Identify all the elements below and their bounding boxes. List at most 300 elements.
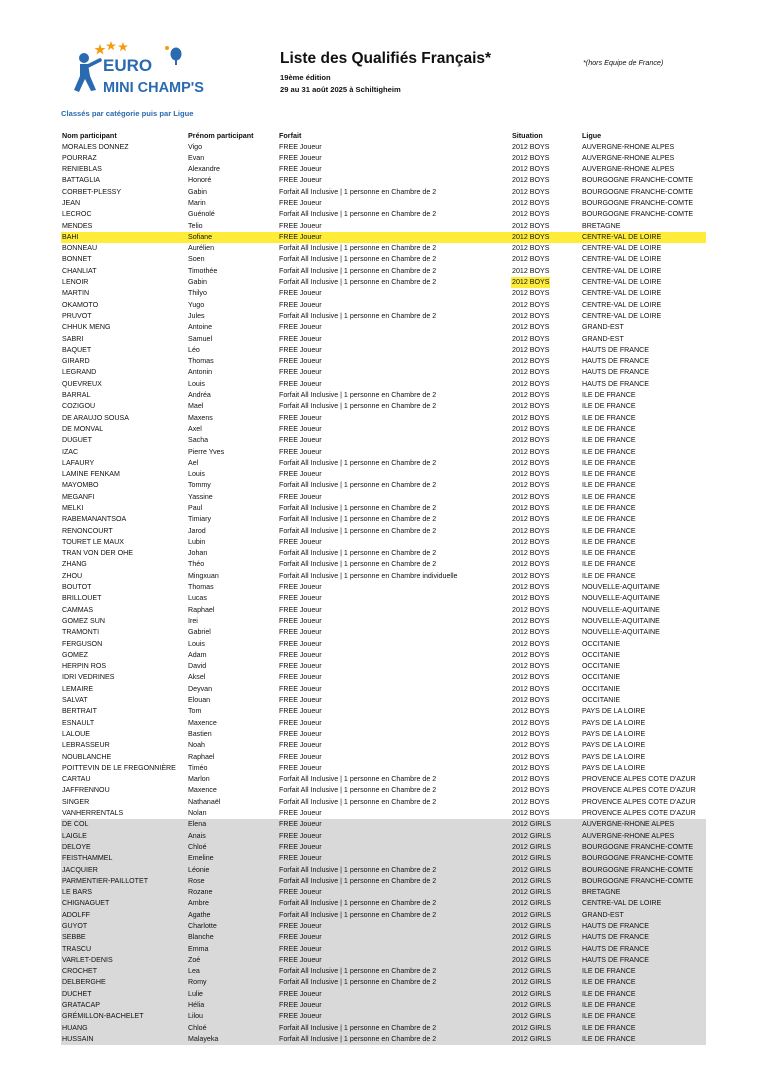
cell-situation: 2012 GIRLS	[512, 955, 552, 964]
table-row	[61, 548, 706, 559]
cell-forfait: FREE Joueur	[279, 628, 322, 637]
cell-forfait: Forfait All Inclusive | 1 personne en Chambre de 2	[279, 1023, 437, 1032]
cell-prenom: Mingxuan	[188, 571, 219, 580]
cell-forfait: FREE Joueur	[279, 345, 322, 354]
cell-situation: 2012 BOYS	[512, 198, 550, 207]
cell-ligue: HAUTS DE FRANCE	[582, 345, 650, 354]
cell-situation: 2012 GIRLS	[512, 831, 552, 840]
cell-nom: FERGUSON	[62, 639, 103, 648]
table-row	[61, 254, 706, 265]
cell-forfait: Forfait All Inclusive | 1 personne en Chambre de 2	[279, 797, 437, 806]
cell-ligue: CENTRE-VAL DE LOIRE	[582, 232, 662, 241]
table-row	[61, 503, 706, 514]
cell-prenom: Jules	[188, 311, 205, 320]
cell-ligue: AUVERGNE-RHONE ALPES	[582, 142, 675, 151]
cell-situation: 2012 BOYS	[512, 481, 550, 490]
cell-prenom: Louis	[188, 470, 205, 479]
cell-forfait: FREE Joueur	[279, 176, 322, 185]
cell-nom: LAIGLE	[62, 831, 87, 840]
cell-forfait: Forfait All Inclusive | 1 personne en Chambre de 2	[279, 244, 437, 253]
cell-nom: GIRARD	[62, 357, 90, 366]
cell-situation: 2012 BOYS	[512, 684, 550, 693]
cell-ligue: PAYS DE LA LOIRE	[582, 752, 646, 761]
cell-nom: BAHI	[62, 232, 79, 241]
cell-situation: 2012 GIRLS	[512, 876, 552, 885]
cell-nom: MARTIN	[62, 289, 90, 298]
cell-nom: ZHOU	[62, 571, 83, 580]
cell-nom: JACQUIER	[62, 865, 98, 874]
cell-ligue: ILE DE FRANCE	[582, 571, 636, 580]
euro-mini-champs-logo	[70, 40, 220, 98]
cell-nom: BATTAGLIA	[62, 176, 100, 185]
table-row	[61, 593, 706, 604]
cell-forfait: FREE Joueur	[279, 673, 322, 682]
cell-nom: BOUTOT	[62, 583, 92, 592]
cell-ligue: NOUVELLE-AQUITAINE	[582, 628, 660, 637]
cell-nom: QUEVREUX	[62, 379, 102, 388]
cell-situation: 2012 BOYS	[512, 402, 550, 411]
cell-ligue: CENTRE-VAL DE LOIRE	[582, 311, 662, 320]
cell-ligue: OCCITANIE	[582, 696, 621, 705]
cell-nom: GOMEZ	[62, 650, 89, 659]
col-header-nom: Nom participant	[62, 131, 117, 140]
cell-situation: 2012 BOYS	[512, 345, 550, 354]
cell-situation: 2012 BOYS	[512, 729, 550, 738]
cell-prenom: Gabin	[188, 187, 207, 196]
cell-prenom: Nolan	[188, 809, 207, 818]
logo-line2: MINI CHAMP'S	[103, 80, 204, 96]
cell-ligue: PAYS DE LA LOIRE	[582, 707, 646, 716]
cell-prenom: Irei	[188, 616, 198, 625]
cell-prenom: Nathanaël	[188, 797, 221, 806]
cell-situation: 2012 BOYS	[512, 300, 550, 309]
cell-forfait: Forfait All Inclusive | 1 personne en Chambre de 2	[279, 865, 437, 874]
cell-prenom: Lilou	[188, 1012, 203, 1021]
table-row	[61, 413, 706, 424]
cell-situation: 2012 BOYS	[512, 244, 550, 253]
edition-label: 19ème édition	[280, 73, 331, 82]
cell-ligue: PROVENCE ALPES COTE D'AZUR	[582, 809, 696, 818]
cell-ligue: NOUVELLE-AQUITAINE	[582, 583, 660, 592]
cell-forfait: Forfait All Inclusive | 1 personne en Chambre de 2	[279, 786, 437, 795]
cell-prenom: Théo	[188, 560, 205, 569]
cell-ligue: OCCITANIE	[582, 639, 621, 648]
cell-forfait: Forfait All Inclusive | 1 personne en Chambre de 2	[279, 899, 437, 908]
cell-ligue: AUVERGNE-RHONE ALPES	[582, 153, 675, 162]
cell-prenom: Lucas	[188, 594, 207, 603]
cell-situation: 2012 GIRLS	[512, 865, 552, 874]
cell-situation: 2012 BOYS	[512, 187, 550, 196]
cell-prenom: Gabin	[188, 278, 207, 287]
cell-nom: GUYOT	[62, 921, 88, 930]
cell-ligue: NOUVELLE-AQUITAINE	[582, 605, 660, 614]
cell-nom: POURRAZ	[62, 153, 97, 162]
cell-nom: MENDES	[62, 221, 93, 230]
cell-situation: 2012 GIRLS	[512, 842, 552, 851]
cell-forfait: Forfait All Inclusive | 1 personne en Chambre de 2	[279, 311, 437, 320]
cell-prenom: Paul	[188, 504, 203, 512]
cell-nom: BONNET	[62, 255, 92, 264]
cell-prenom: Zoé	[188, 955, 201, 964]
cell-forfait: Forfait All Inclusive | 1 personne en Chambre de 2	[279, 560, 437, 569]
cell-prenom: Telio	[188, 221, 203, 230]
cell-prenom: Rose	[188, 876, 205, 885]
cell-situation: 2012 BOYS	[512, 526, 550, 535]
cell-prenom: Timothée	[188, 266, 218, 275]
table-row	[61, 571, 706, 582]
cell-prenom: Marin	[188, 198, 206, 207]
cell-forfait: FREE Joueur	[279, 198, 322, 207]
table-row	[61, 955, 706, 966]
cell-forfait: FREE Joueur	[279, 989, 322, 998]
cell-nom: BERTRAIT	[62, 707, 97, 716]
cell-nom: PRUVOT	[62, 311, 92, 320]
cell-nom: RENONCOURT	[62, 526, 113, 535]
table-header	[61, 130, 706, 141]
cell-forfait: FREE Joueur	[279, 424, 322, 433]
cell-nom: LE BARS	[62, 888, 92, 897]
cell-situation: 2012 BOYS	[512, 786, 550, 795]
cell-prenom: Thomas	[188, 583, 214, 592]
cell-situation: 2012 BOYS	[512, 255, 550, 264]
cell-prenom: Charlotte	[188, 921, 217, 930]
cell-situation: 2012 BOYS	[512, 662, 550, 671]
col-header-prenom: Prénom participant	[188, 131, 254, 140]
cell-situation: 2012 BOYS	[512, 775, 550, 784]
cell-forfait: FREE Joueur	[279, 662, 322, 671]
table-row	[61, 345, 706, 356]
cell-situation: 2012 BOYS	[512, 504, 550, 512]
cell-forfait: FREE Joueur	[279, 368, 322, 377]
cell-forfait: FREE Joueur	[279, 594, 322, 603]
cell-prenom: Romy	[188, 978, 207, 987]
cell-nom: CHHUK MENG	[62, 323, 111, 332]
cell-forfait: FREE Joueur	[279, 447, 322, 456]
cell-forfait: FREE Joueur	[279, 684, 322, 693]
cell-prenom: Andréa	[188, 391, 211, 400]
cell-forfait: FREE Joueur	[279, 854, 322, 863]
cell-ligue: BOURGOGNE FRANCHE-COMTE	[582, 854, 694, 863]
table-row	[61, 740, 706, 751]
cell-situation: 2012 GIRLS	[512, 1012, 552, 1021]
table-row	[61, 221, 706, 232]
table-row	[61, 232, 706, 243]
cell-nom: CORBET-PLESSY	[62, 187, 122, 196]
cell-nom: SABRI	[62, 334, 84, 343]
cell-forfait: FREE Joueur	[279, 616, 322, 625]
cell-forfait: FREE Joueur	[279, 639, 322, 648]
cell-prenom: Yugo	[188, 300, 205, 309]
cell-prenom: Lulie	[188, 989, 203, 998]
cell-situation: 2012 BOYS	[512, 583, 550, 592]
table-row	[61, 209, 706, 220]
table-row	[61, 277, 706, 288]
cell-nom: DELBERGHE	[62, 978, 106, 987]
cell-situation: 2012 BOYS	[512, 549, 550, 558]
cell-situation: 2012 BOYS	[512, 165, 550, 174]
cell-nom: CARTAU	[62, 775, 91, 784]
cell-prenom: Deyvan	[188, 684, 213, 693]
cell-nom: CAMMAS	[62, 605, 94, 614]
cell-forfait: FREE Joueur	[279, 650, 322, 659]
cell-forfait: Forfait All Inclusive | 1 personne en Chambre de 2	[279, 967, 437, 976]
cell-prenom: Hélia	[188, 1001, 205, 1010]
cell-situation: 2012 BOYS	[512, 707, 550, 716]
cell-situation: 2012 BOYS	[512, 266, 550, 275]
cell-nom: DUCHET	[62, 989, 92, 998]
cell-ligue: BOURGOGNE FRANCHE-COMTE	[582, 198, 694, 207]
cell-prenom: Lubin	[188, 537, 206, 546]
cell-prenom: Evan	[188, 153, 205, 162]
cell-situation: 2012 BOYS	[512, 763, 550, 772]
cell-forfait: FREE Joueur	[279, 707, 322, 716]
cell-forfait: FREE Joueur	[279, 831, 322, 840]
cell-situation: 2012 BOYS	[512, 413, 550, 422]
cell-nom: IDRI VEDRINES	[62, 673, 115, 682]
cell-nom: LAFAURY	[62, 458, 95, 467]
cell-ligue: HAUTS DE FRANCE	[582, 357, 650, 366]
cell-prenom: Agathe	[188, 910, 211, 919]
cell-forfait: Forfait All Inclusive | 1 personne en Chambre de 2	[279, 481, 437, 490]
cell-prenom: Johan	[188, 549, 208, 558]
cell-ligue: ILE DE FRANCE	[582, 967, 636, 976]
cell-situation: 2012 GIRLS	[512, 978, 552, 987]
footnote-note: *(hors Equipe de France)	[583, 58, 664, 67]
cell-situation: 2012 GIRLS	[512, 933, 552, 942]
cell-ligue: ILE DE FRANCE	[582, 978, 636, 987]
cell-prenom: Raphael	[188, 752, 215, 761]
cell-nom: GOMEZ SUN	[62, 616, 105, 625]
cell-prenom: Emeline	[188, 854, 214, 863]
cell-prenom: Thomas	[188, 357, 214, 366]
table-row	[61, 808, 706, 819]
cell-nom: SALVAT	[62, 696, 88, 705]
cell-prenom: Aksel	[188, 673, 206, 682]
cell-forfait: Forfait All Inclusive | 1 personne en Chambre de 2	[279, 910, 437, 919]
table-row	[61, 831, 706, 842]
table-row	[61, 379, 706, 390]
table-row	[61, 944, 706, 955]
cell-ligue: ILE DE FRANCE	[582, 504, 636, 512]
table-row	[61, 932, 706, 943]
table-row	[61, 977, 706, 988]
table-row	[61, 842, 706, 853]
cell-prenom: Noah	[188, 741, 205, 750]
cell-nom: BRILLOUET	[62, 594, 102, 603]
cell-situation: 2012 BOYS	[512, 436, 550, 445]
cell-forfait: FREE Joueur	[279, 1012, 322, 1021]
cell-nom: DELOYE	[62, 842, 91, 851]
cell-nom: NOUBLANCHE	[62, 752, 112, 761]
cell-ligue: ILE DE FRANCE	[582, 549, 636, 558]
cell-nom: MAYOMBO	[62, 481, 99, 490]
cell-ligue: PROVENCE ALPES COTE D'AZUR	[582, 786, 696, 795]
cell-situation: 2012 BOYS	[512, 357, 550, 366]
cell-situation: 2012 GIRLS	[512, 944, 552, 953]
cell-ligue: PAYS DE LA LOIRE	[582, 763, 646, 772]
cell-prenom: Sofiane	[188, 232, 213, 241]
table-row	[61, 785, 706, 796]
cell-prenom: Jarod	[188, 526, 206, 535]
cell-ligue: ILE DE FRANCE	[582, 481, 636, 490]
cell-forfait: FREE Joueur	[279, 729, 322, 738]
cell-ligue: CENTRE-VAL DE LOIRE	[582, 255, 662, 264]
table-row	[61, 887, 706, 898]
cell-situation: 2012 BOYS	[512, 232, 550, 241]
cell-ligue: BOURGOGNE FRANCHE-COMTE	[582, 210, 694, 219]
cell-forfait: Forfait All Inclusive | 1 personne en Chambre de 2	[279, 458, 437, 467]
cell-situation: 2012 BOYS	[512, 605, 550, 614]
cell-prenom: Elouan	[188, 696, 211, 705]
cell-forfait: FREE Joueur	[279, 334, 322, 343]
cell-nom: LEMAIRE	[62, 684, 94, 693]
table-row	[61, 424, 706, 435]
cell-ligue: ILE DE FRANCE	[582, 1034, 636, 1043]
cell-forfait: FREE Joueur	[279, 323, 322, 332]
cell-ligue: GRAND-EST	[582, 910, 624, 919]
table-row	[61, 605, 706, 616]
cell-nom: BONNEAU	[62, 244, 98, 253]
cell-nom: MELKI	[62, 504, 84, 512]
cell-forfait: FREE Joueur	[279, 413, 322, 422]
cell-prenom: Louis	[188, 379, 205, 388]
table-row	[61, 559, 706, 570]
table-row	[61, 706, 706, 717]
cell-situation: 2012 GIRLS	[512, 921, 552, 930]
cell-forfait: Forfait All Inclusive | 1 personne en Chambre de 2	[279, 391, 437, 400]
cell-ligue: BRETAGNE	[582, 221, 621, 230]
table-row	[61, 1023, 706, 1034]
cell-ligue: BOURGOGNE FRANCHE-COMTE	[582, 865, 694, 874]
cell-nom: BARRAL	[62, 391, 91, 400]
cell-ligue: OCCITANIE	[582, 650, 621, 659]
table-row	[61, 819, 706, 830]
cell-ligue: ILE DE FRANCE	[582, 470, 636, 479]
cell-situation: 2012 BOYS	[512, 210, 550, 219]
cell-ligue: AUVERGNE-RHONE ALPES	[582, 831, 675, 840]
cell-situation: 2012 BOYS	[512, 560, 550, 569]
cell-nom: LAMINE FENKAM	[62, 470, 120, 479]
cell-ligue: CENTRE-VAL DE LOIRE	[582, 266, 662, 275]
cell-forfait: Forfait All Inclusive | 1 personne en Chambre de 2	[279, 278, 437, 287]
cell-ligue: GRAND-EST	[582, 323, 624, 332]
cell-forfait: Forfait All Inclusive | 1 personne en Chambre de 2	[279, 876, 437, 885]
cell-situation: 2012 BOYS	[512, 289, 550, 298]
cell-forfait: FREE Joueur	[279, 492, 322, 501]
cell-ligue: PROVENCE ALPES COTE D'AZUR	[582, 775, 696, 784]
cell-nom: TRAN VON DER OHE	[62, 549, 133, 558]
cell-nom: RENIEBLAS	[62, 165, 102, 174]
page-title: Liste des Qualifiés Français*	[280, 50, 492, 67]
cell-nom: BAQUET	[62, 345, 92, 354]
table-row	[61, 650, 706, 661]
table-row	[61, 910, 706, 921]
table-row	[61, 853, 706, 864]
cell-ligue: OCCITANIE	[582, 673, 621, 682]
cell-forfait: Forfait All Inclusive | 1 personne en Chambre de 2	[279, 402, 437, 411]
cell-nom: DE ARAUJO SOUSA	[62, 413, 130, 422]
table-row	[61, 175, 706, 186]
cell-nom: DE MONVAL	[62, 424, 104, 433]
table-row	[61, 266, 706, 277]
table-row	[61, 616, 706, 627]
table-row	[61, 1034, 706, 1045]
cell-nom: ESNAULT	[62, 718, 95, 727]
cell-prenom: Gabriel	[188, 628, 211, 637]
cell-situation: 2012 BOYS	[512, 323, 550, 332]
cell-prenom: Maxens	[188, 413, 213, 422]
cell-forfait: FREE Joueur	[279, 752, 322, 761]
logo-line1: EURO	[103, 56, 153, 75]
table-row	[61, 390, 706, 401]
cell-ligue: HAUTS DE FRANCE	[582, 955, 650, 964]
cell-situation: 2012 GIRLS	[512, 888, 552, 897]
table-row	[61, 198, 706, 209]
cell-forfait: FREE Joueur	[279, 221, 322, 230]
table-row	[61, 164, 706, 175]
cell-prenom: Vigo	[188, 142, 203, 151]
cell-forfait: Forfait All Inclusive | 1 personne en Chambre de 2	[279, 255, 437, 264]
cell-forfait: FREE Joueur	[279, 955, 322, 964]
cell-nom: GRÉMILLON-BACHELET	[62, 1012, 144, 1021]
cell-forfait: FREE Joueur	[279, 470, 322, 479]
cell-situation: 2012 BOYS	[512, 537, 550, 546]
cell-nom: POITTEVIN DE LE FREGONNIÈRE	[62, 763, 176, 772]
cell-nom: ADOLFF	[62, 910, 90, 919]
cell-forfait: FREE Joueur	[279, 379, 322, 388]
table-row	[61, 898, 706, 909]
cell-ligue: AUVERGNE-RHONE ALPES	[582, 820, 675, 829]
table-row	[61, 1011, 706, 1022]
cell-nom: HUANG	[62, 1023, 88, 1032]
cell-prenom: Chloé	[188, 842, 207, 851]
cell-nom: IZAC	[62, 447, 79, 456]
cell-prenom: Blanche	[188, 933, 214, 942]
cell-situation: 2012 BOYS	[512, 639, 550, 648]
cell-ligue: PAYS DE LA LOIRE	[582, 741, 646, 750]
cell-nom: OKAMOTO	[62, 300, 99, 309]
participants-table	[61, 142, 706, 1046]
cell-situation: 2012 BOYS	[512, 797, 550, 806]
table-row	[61, 763, 706, 774]
cell-ligue: ILE DE FRANCE	[582, 537, 636, 546]
cell-prenom: Adam	[188, 650, 207, 659]
cell-nom: FEISTHAMMEL	[62, 854, 113, 863]
cell-prenom: Ael	[188, 458, 199, 467]
cell-prenom: Soen	[188, 255, 205, 264]
cell-ligue: CENTRE-VAL DE LOIRE	[582, 300, 662, 309]
cell-forfait: FREE Joueur	[279, 763, 322, 772]
cell-forfait: FREE Joueur	[279, 741, 322, 750]
cell-nom: SINGER	[62, 797, 90, 806]
cell-situation: 2012 BOYS	[512, 142, 550, 151]
table-row	[61, 526, 706, 537]
cell-nom: TRAMONTI	[62, 628, 100, 637]
table-row	[61, 1000, 706, 1011]
cell-forfait: FREE Joueur	[279, 888, 322, 897]
table-row	[61, 458, 706, 469]
cell-nom: JEAN	[62, 198, 81, 207]
cell-forfait: FREE Joueur	[279, 605, 322, 614]
cell-nom: MEGANFI	[62, 492, 95, 501]
table-row	[61, 627, 706, 638]
cell-situation: 2012 BOYS	[512, 673, 550, 682]
cell-situation: 2012 GIRLS	[512, 1023, 552, 1032]
table-row	[61, 537, 706, 548]
cell-prenom: Antoine	[188, 323, 213, 332]
cell-prenom: Guénolé	[188, 210, 215, 219]
cell-prenom: Sacha	[188, 436, 209, 445]
